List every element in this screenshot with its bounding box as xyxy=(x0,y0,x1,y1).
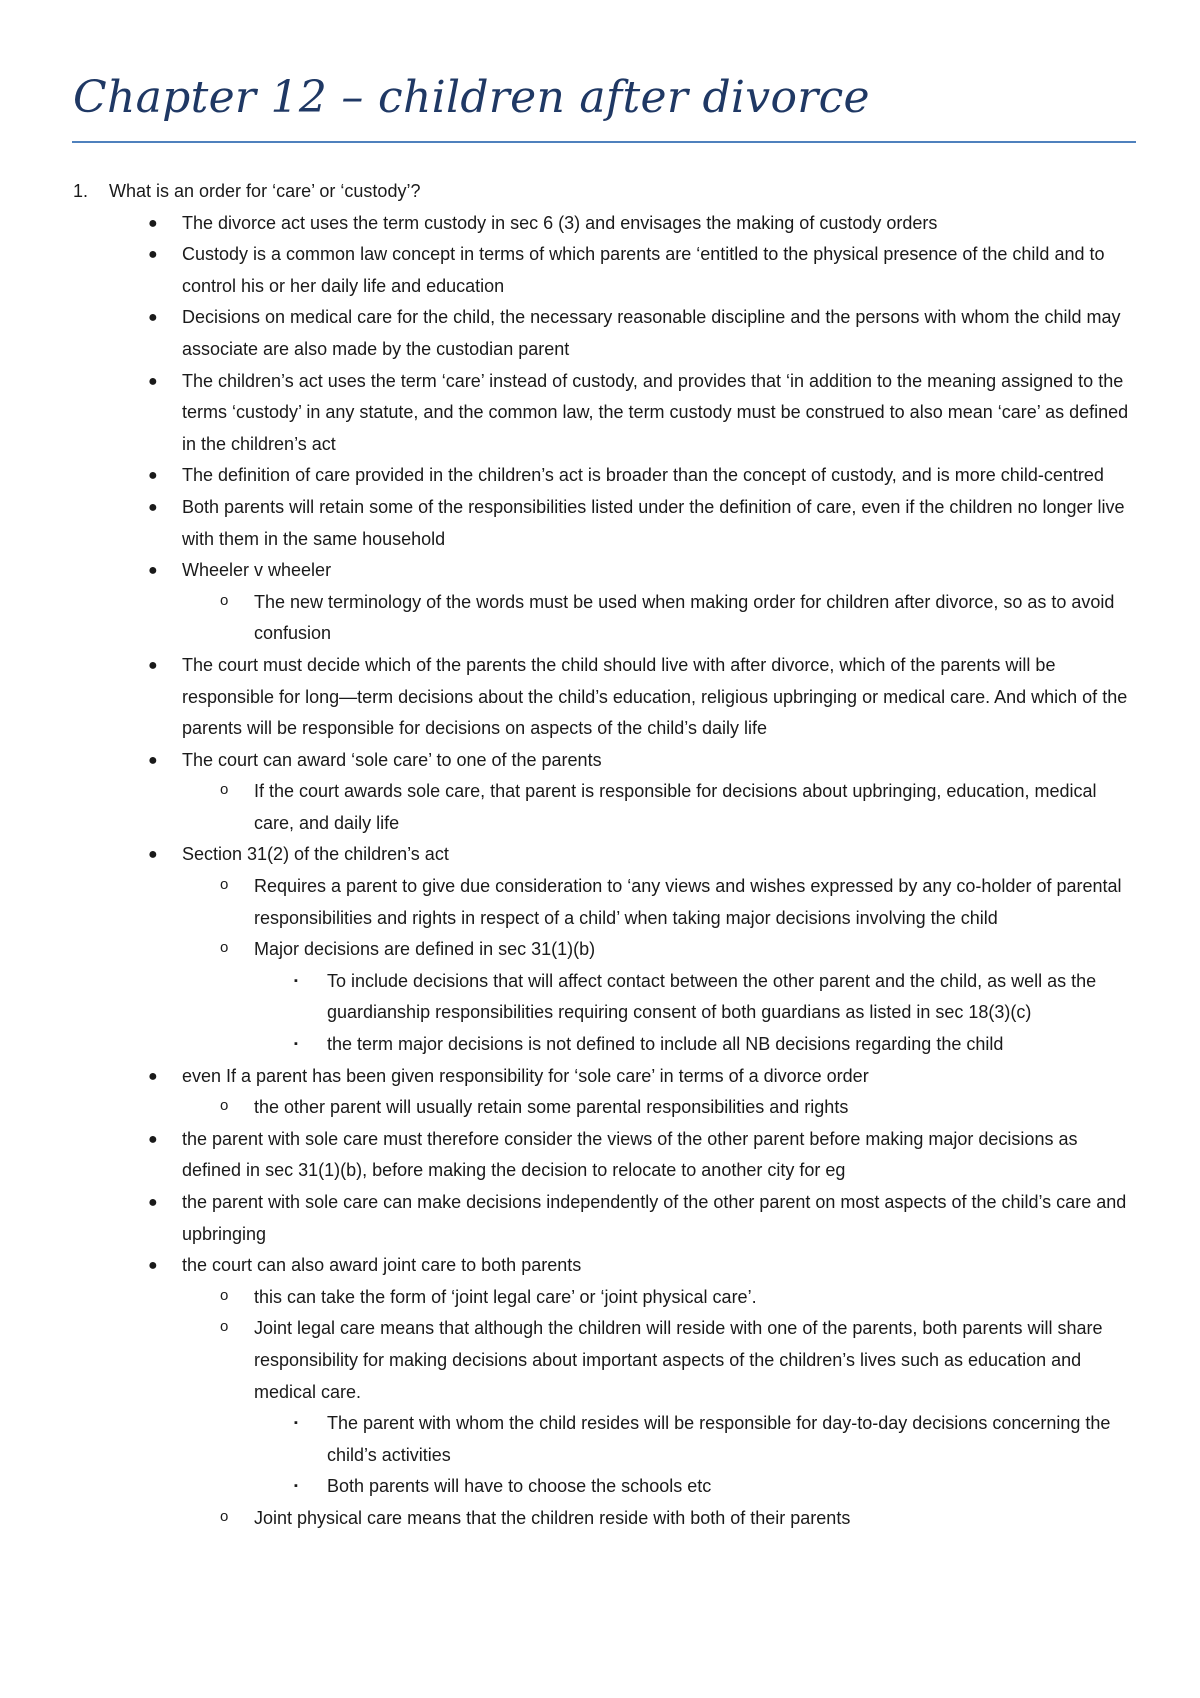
list-item-text: The court can award ‘sole care’ to one of the parents xyxy=(182,749,602,770)
list-item-text: the parent with sole care can make decisions independently of the other parent on most aspects of the child’s care and upbringing xyxy=(182,1192,1127,1244)
list-item xyxy=(0,492,1200,555)
list-item xyxy=(0,1503,1200,1535)
square-marker-icon: ▪ xyxy=(294,1038,298,1051)
list-item xyxy=(0,366,1200,461)
bullet-marker-icon: ● xyxy=(148,656,158,674)
list-item-text: Decisions on medical care for the child, the necessary reasonable discipline and the persons with whom the child may associate are also made by the custodian parent xyxy=(182,307,1121,359)
circle-marker-icon: o xyxy=(220,876,229,894)
list-item xyxy=(0,839,1200,871)
square-marker-icon: ▪ xyxy=(294,1417,298,1430)
list-item xyxy=(0,871,1200,934)
list-item-text: Custody is a common law concept in terms of which parents are ‘entitled to the physical presence of the child and to control his or her daily life and education xyxy=(182,244,1105,296)
list-item-text: The court must decide which of the parents the child should live with after divorce, which of the parents will be responsible for long—term decisions about the child’s education, religious upbringing or medical care. And which of the parents will be responsible for decisions on aspects of the child’s daily life xyxy=(182,654,1128,739)
bullet-marker-icon: ● xyxy=(148,309,158,327)
list-item xyxy=(0,776,1200,839)
bullet-marker-icon: ● xyxy=(148,1194,158,1211)
circle-marker-icon: o xyxy=(220,591,229,609)
list-item xyxy=(0,555,1200,587)
list-item-text: Joint physical care means that the children reside with both of their parents xyxy=(254,1507,851,1528)
bullet-marker-icon: ● xyxy=(148,467,158,485)
document-body xyxy=(0,176,1200,1535)
list-item-text: the other parent will usually retain some parental responsibilities and rights xyxy=(254,1097,849,1118)
list-item-text: The parent with whom the child resides will be responsible for day-to-day decisions concerning the child’s activities xyxy=(327,1413,1111,1465)
bullet-marker-icon: ● xyxy=(148,562,158,580)
list-item-text: Joint legal care means that although the children will reside with one of the parents, both parents will share responsibility for making decisions about important aspects of the children’s lives such as education and medical care. xyxy=(254,1318,1103,1402)
list-item xyxy=(0,1092,1200,1124)
bullet-marker-icon: ● xyxy=(148,246,158,264)
list-item xyxy=(0,208,1200,240)
bullet-marker-icon: ● xyxy=(148,846,158,864)
list-item xyxy=(0,1124,1200,1187)
list-item-text: this can take the form of ‘joint legal care’ or ‘joint physical care’. xyxy=(254,1286,757,1307)
list-item-text: The definition of care provided in the children’s act is broader than the concept of custody, and is more child-centred xyxy=(182,465,1104,486)
bullet-marker-icon: ● xyxy=(148,1257,158,1275)
list-item xyxy=(0,934,1200,966)
list-item-text: even If a parent has been given responsibility for ‘sole care’ in terms of a divorce order xyxy=(182,1065,869,1086)
circle-marker-icon: o xyxy=(220,1097,229,1115)
circle-marker-icon: o xyxy=(220,1507,229,1525)
bullet-list xyxy=(0,208,1200,1535)
list-item-text: The new terminology of the words must be used when making order for children after divorce, so as to avoid confusion xyxy=(254,591,1115,644)
list-item xyxy=(0,239,1200,302)
list-item xyxy=(0,302,1200,365)
list-item xyxy=(0,1187,1200,1250)
question-text: What is an order for ‘care’ or ‘custody’? xyxy=(109,181,421,201)
list-item xyxy=(0,650,1200,745)
bullet-marker-icon: ● xyxy=(148,372,158,390)
list-item xyxy=(0,460,1200,492)
list-item xyxy=(0,1408,1200,1471)
list-item xyxy=(0,1313,1200,1408)
list-item xyxy=(0,745,1200,777)
circle-marker-icon: o xyxy=(220,1286,229,1304)
bullet-marker-icon: ● xyxy=(148,1130,158,1148)
list-item-text: Requires a parent to give due consideration to ‘any views and wishes expressed by any co-holder of parental responsibilities and rights in respect of a child’ when taking major decisions involving the child xyxy=(254,876,1122,928)
square-marker-icon: ▪ xyxy=(294,1480,298,1493)
list-item-text: Both parents will have to choose the schools etc xyxy=(327,1476,712,1497)
list-item-text: Wheeler v wheeler xyxy=(182,560,332,581)
list-item-text: If the court awards sole care, that parent is responsible for decisions about upbringing, education, medical care, and daily life xyxy=(254,781,1097,833)
circle-marker-icon: o xyxy=(220,781,229,799)
list-item xyxy=(0,1029,1200,1061)
bullet-marker-icon: ● xyxy=(148,1067,158,1085)
question-number: 1. xyxy=(73,181,89,201)
circle-marker-icon: o xyxy=(220,1318,229,1336)
list-item-text: To include decisions that will affect contact between the other parent and the child, as well as the guardianship responsibilities requiring consent of both guardians as listed in sec 18(3)(c) xyxy=(327,970,1097,1023)
list-item xyxy=(0,1061,1200,1093)
bullet-marker-icon: ● xyxy=(148,498,158,516)
list-item xyxy=(0,587,1200,650)
list-item xyxy=(0,1471,1200,1503)
list-item-text: Major decisions are defined in sec 31(1)(b) xyxy=(254,939,596,960)
page-title: Chapter 12 – children after divorce xyxy=(73,72,870,123)
bullet-marker-icon: ● xyxy=(148,214,158,232)
bullet-marker-icon: ● xyxy=(148,751,158,769)
list-item-text: the court can also award joint care to both parents xyxy=(182,1255,582,1276)
list-item-text: the term major decisions is not defined to include all NB decisions regarding the child xyxy=(327,1034,1004,1055)
list-item-text: Section 31(2) of the children’s act xyxy=(182,844,449,865)
list-item xyxy=(0,1282,1200,1314)
list-item-text: the parent with sole care must therefore consider the views of the other parent before making major decisions as defined in sec 31(1)(b), before making the decision to relocate to another city for eg xyxy=(182,1128,1078,1181)
list-item-text: The divorce act uses the term custody in sec 6 (3) and envisages the making of custody orders xyxy=(182,212,938,233)
list-item xyxy=(0,966,1200,1029)
list-item-text: The children’s act uses the term ‘care’ instead of custody, and provides that ‘in addition to the meaning assigned to the terms ‘custody’ in any statute, and the common law, the term custody must be construed to also mean ‘care’ as defined in the children’s act xyxy=(182,370,1129,454)
square-marker-icon: ▪ xyxy=(294,974,298,987)
question-item xyxy=(0,176,1200,208)
list-item xyxy=(0,1250,1200,1282)
title-underline xyxy=(72,141,1136,143)
circle-marker-icon: o xyxy=(220,939,229,957)
list-item-text: Both parents will retain some of the responsibilities listed under the definition of care, even if the children no longer live with them in the same household xyxy=(182,496,1125,549)
